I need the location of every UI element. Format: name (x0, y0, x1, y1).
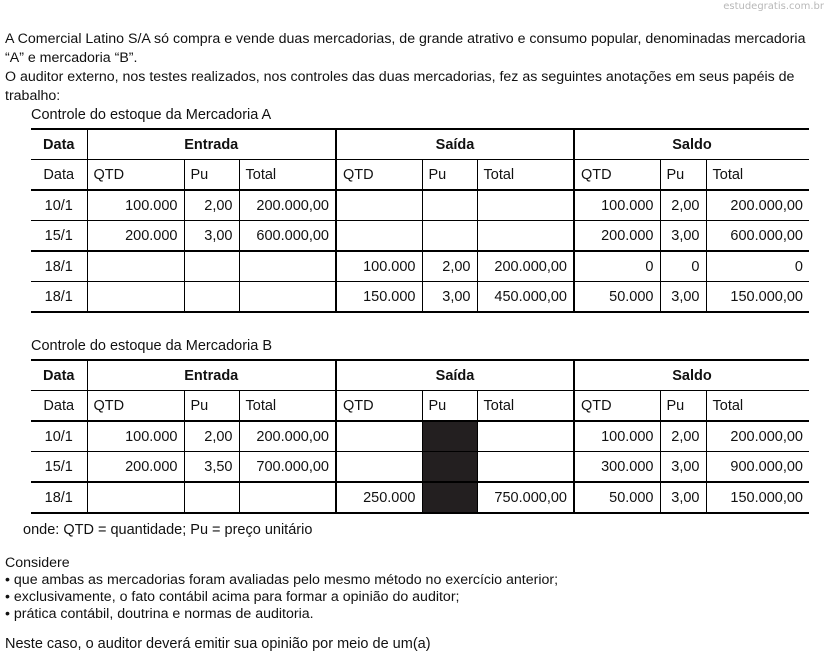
subheader-entrada-pu: Pu (184, 391, 239, 422)
cell-saldo-qtd: 50.000 (574, 282, 660, 313)
subheader-saida-qtd: QTD (336, 391, 422, 422)
subheader-saldo-pu: Pu (660, 391, 706, 422)
cell-saida-qtd (336, 221, 422, 252)
subheader-saldo-qtd: QTD (574, 391, 660, 422)
intro-paragraph-2: O auditor externo, nos testes realizados, nos controles das duas mercadorias, fez as seguintes anotações em seus papéis de trabalho: (5, 69, 795, 104)
cell-saida-total (477, 221, 574, 252)
cell-entrada-total: 200.000,00 (239, 421, 336, 452)
cell-saida-pu-redacted (422, 421, 477, 452)
cell-entrada-pu: 2,00 (184, 421, 239, 452)
cell-data: 18/1 (31, 251, 87, 282)
cell-saida-qtd: 100.000 (336, 251, 422, 282)
cell-saldo-qtd: 300.000 (574, 452, 660, 483)
cell-saldo-pu: 0 (660, 251, 706, 282)
header-data: Data (31, 360, 87, 391)
consider-item: • prática contábil, doutrina e normas de auditoria. (5, 606, 314, 622)
question-text: Neste caso, o auditor deverá emitir sua opinião por meio de um(a) (5, 636, 431, 652)
cell-data: 10/1 (31, 190, 87, 221)
header-saida: Saída (336, 360, 574, 391)
subheader-entrada-pu: Pu (184, 160, 239, 191)
cell-saldo-pu: 3,00 (660, 482, 706, 513)
cell-entrada-total (239, 282, 336, 313)
cell-entrada-total (239, 482, 336, 513)
table-b-caption: Controle do estoque da Mercadoria B (31, 338, 273, 354)
table-row (31, 421, 809, 452)
cell-saida-pu-redacted (422, 452, 477, 483)
cell-saida-qtd (336, 421, 422, 452)
cell-saldo-qtd: 200.000 (574, 221, 660, 252)
cell-saida-total: 750.000,00 (477, 482, 574, 513)
subheader-saldo-total: Total (706, 160, 809, 191)
subheader-saida-pu: Pu (422, 391, 477, 422)
subheader-entrada-qtd: QTD (87, 160, 184, 191)
subheader-saida-qtd: QTD (336, 160, 422, 191)
cell-saldo-total: 0 (706, 251, 809, 282)
subheader-saida-total: Total (477, 160, 574, 191)
subheader-saida-total: Total (477, 391, 574, 422)
cell-saldo-total: 200.000,00 (706, 190, 809, 221)
table-mercadoria-b (31, 359, 809, 514)
cell-entrada-pu: 2,00 (184, 190, 239, 221)
cell-saldo-qtd: 100.000 (574, 190, 660, 221)
header-saldo: Saldo (574, 360, 809, 391)
cell-entrada-total: 200.000,00 (239, 190, 336, 221)
cell-saida-total: 200.000,00 (477, 251, 574, 282)
cell-data: 10/1 (31, 421, 87, 452)
subheader-data: Data (31, 391, 87, 422)
cell-saida-qtd (336, 190, 422, 221)
cell-saida-total (477, 452, 574, 483)
cell-saida-total (477, 190, 574, 221)
cell-saldo-total: 150.000,00 (706, 282, 809, 313)
cell-saldo-pu: 2,00 (660, 190, 706, 221)
cell-entrada-qtd: 200.000 (87, 452, 184, 483)
cell-saida-pu (422, 190, 477, 221)
cell-entrada-total: 700.000,00 (239, 452, 336, 483)
cell-saldo-pu: 3,00 (660, 452, 706, 483)
cell-entrada-pu (184, 482, 239, 513)
cell-saldo-total: 900.000,00 (706, 452, 809, 483)
cell-saida-pu-redacted (422, 482, 477, 513)
table-row (31, 452, 809, 483)
cell-entrada-total: 600.000,00 (239, 221, 336, 252)
cell-saldo-total: 600.000,00 (706, 221, 809, 252)
subheader-data: Data (31, 160, 87, 191)
cell-entrada-qtd (87, 482, 184, 513)
cell-saida-pu (422, 221, 477, 252)
cell-entrada-total (239, 251, 336, 282)
subheader-saldo-total: Total (706, 391, 809, 422)
cell-entrada-pu (184, 282, 239, 313)
consider-item: • que ambas as mercadorias foram avaliadas pelo mesmo método no exercício anterior; (5, 572, 559, 588)
table-row (31, 482, 809, 513)
cell-saldo-pu: 2,00 (660, 421, 706, 452)
header-entrada: Entrada (87, 129, 336, 160)
table-row (31, 282, 809, 313)
cell-entrada-qtd: 200.000 (87, 221, 184, 252)
cell-saldo-pu: 3,00 (660, 282, 706, 313)
cell-saida-qtd: 150.000 (336, 282, 422, 313)
header-entrada: Entrada (87, 360, 336, 391)
cell-entrada-pu: 3,50 (184, 452, 239, 483)
cell-saldo-qtd: 100.000 (574, 421, 660, 452)
header-saldo: Saldo (574, 129, 809, 160)
table-a-caption: Controle do estoque da Mercadoria A (31, 107, 272, 123)
subheader-entrada-qtd: QTD (87, 391, 184, 422)
cell-entrada-qtd (87, 251, 184, 282)
header-data: Data (31, 129, 87, 160)
intro-text (5, 30, 827, 106)
cell-saldo-qtd: 50.000 (574, 482, 660, 513)
cell-entrada-pu (184, 251, 239, 282)
consider-block (5, 555, 558, 623)
subheader-saldo-qtd: QTD (574, 160, 660, 191)
subheader-entrada-total: Total (239, 391, 336, 422)
cell-saida-pu: 2,00 (422, 251, 477, 282)
cell-saida-total (477, 421, 574, 452)
cell-saldo-total: 150.000,00 (706, 482, 809, 513)
subheader-entrada-total: Total (239, 160, 336, 191)
table-row (31, 221, 809, 252)
legend-text: onde: QTD = quantidade; Pu = preço unitário (23, 522, 313, 538)
cell-saida-pu: 3,00 (422, 282, 477, 313)
table-row (31, 251, 809, 282)
subheader-saida-pu: Pu (422, 160, 477, 191)
table-row (31, 190, 809, 221)
cell-data: 18/1 (31, 282, 87, 313)
table-mercadoria-a (31, 128, 809, 313)
cell-data: 15/1 (31, 221, 87, 252)
cell-data: 15/1 (31, 452, 87, 483)
cell-saida-qtd: 250.000 (336, 482, 422, 513)
consider-title: Considere (5, 555, 70, 571)
cell-saldo-pu: 3,00 (660, 221, 706, 252)
cell-entrada-qtd: 100.000 (87, 421, 184, 452)
cell-saida-total: 450.000,00 (477, 282, 574, 313)
watermark: estudegratis.com.br (723, 1, 824, 12)
subheader-saldo-pu: Pu (660, 160, 706, 191)
cell-saldo-qtd: 0 (574, 251, 660, 282)
cell-entrada-pu: 3,00 (184, 221, 239, 252)
consider-item: • exclusivamente, o fato contábil acima para formar a opinião do auditor; (5, 589, 460, 605)
cell-data: 18/1 (31, 482, 87, 513)
cell-entrada-qtd (87, 282, 184, 313)
cell-entrada-qtd: 100.000 (87, 190, 184, 221)
cell-saida-qtd (336, 452, 422, 483)
cell-saldo-total: 200.000,00 (706, 421, 809, 452)
intro-paragraph-1: A Comercial Latino S/A só compra e vende duas mercadorias, de grande atrativo e consumo popular, denominadas mercadoria “A” e mercadoria “B”. (5, 31, 806, 66)
header-saida: Saída (336, 129, 574, 160)
